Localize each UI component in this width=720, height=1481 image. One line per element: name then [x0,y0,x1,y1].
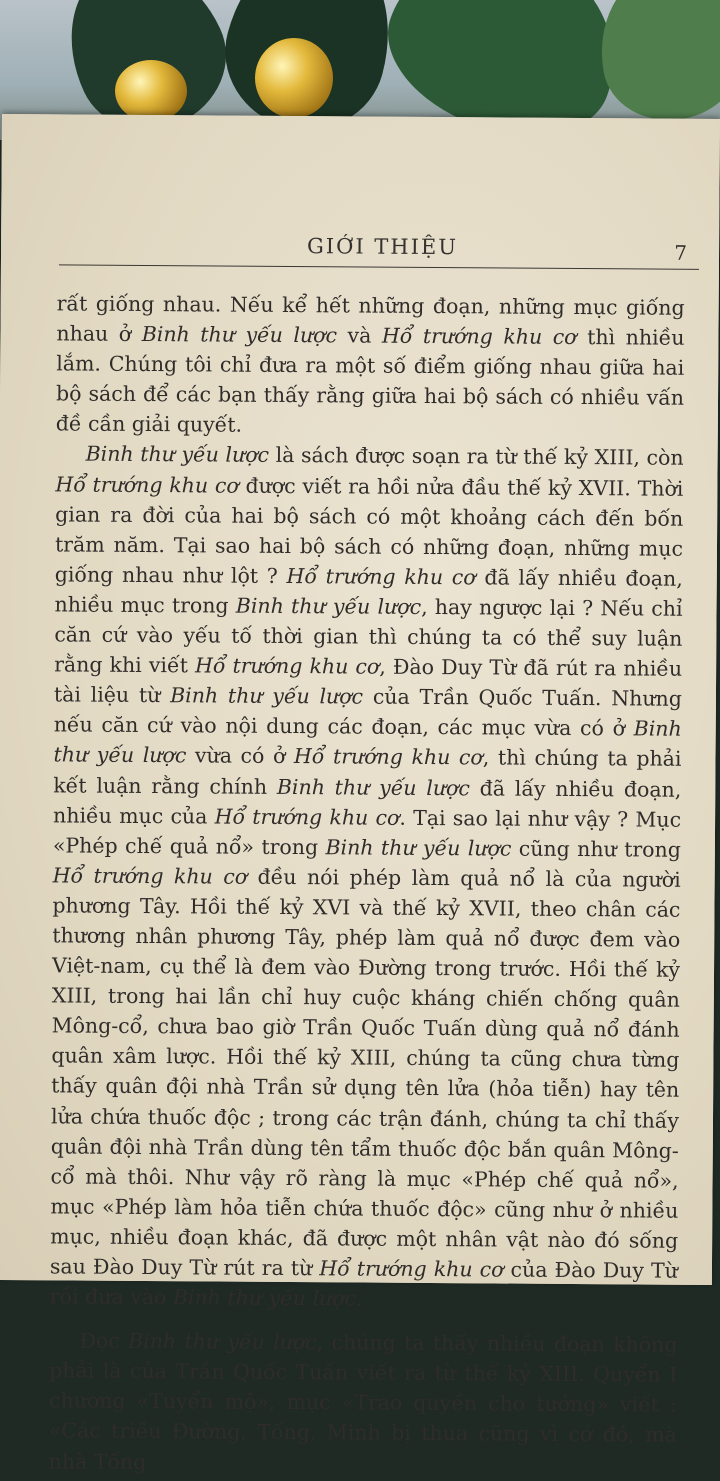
text-run: , thì chúng ta phải kết luận rằng chính [53,745,682,799]
text-run: , hay ngược lại ? Nếu chỉ căn cứ vào yếu tố thời gian thì chúng ta có thể suy luận rằng khi viết [54,594,683,678]
book-title-text: Hổ trướng khu cơ [319,1256,504,1282]
text-run: . [355,1286,363,1311]
book-title-text: Binh thư yếu lược [276,774,471,800]
paragraph [56,288,685,443]
book-title-text: Binh thư yếu lược [141,322,338,348]
paragraph [48,1326,677,1481]
running-head: GIỚI THIỆU [307,234,459,260]
book-title-text: Binh thư yếu lược [325,834,512,861]
text-run: rất giống nhau. Nếu kể hết những đoạn, những mục giống nhau ở [56,291,685,347]
book-title-text: Hổ trướng khu cơ [194,653,380,679]
text-run: Đọc [79,1328,129,1354]
book-title-text: Binh thư yếu lược [53,716,682,768]
page-header [59,224,699,269]
book-title-text: Binh thư yếu lược [172,1285,357,1311]
book-title-text: Hổ trướng khu cơ [286,563,476,590]
book-title-text: Binh thư yếu lược [170,683,364,709]
paragraph [50,439,684,1316]
page-number: 7 [674,240,688,265]
book-title-text: Hổ trướng khu cơ [293,744,483,770]
gold-ornament [115,60,187,122]
book-page [0,114,720,1474]
text-run: được viết ra hồi nửa đầu thế kỷ XVII. Thời gian ra đời của hai bộ sách có một khoảng cách đến bốn trăm năm. Tại sao hai bộ sách có những đoạn, những mục giống nhau như lột ? [54,473,684,588]
text-run: vừa có ở [186,743,295,769]
book-title-text: Hổ trướng khu cơ [214,804,400,830]
plant-leaf [588,0,720,131]
text-run: đã lấy nhiều đoạn, nhiều mục trong [54,565,683,618]
text-run: đã lấy nhiều đoạn, nhiều mục của [53,775,682,829]
text-run: đều nói phép làm quả nổ là của người phương Tây. Hồi thế kỷ XVI và thế kỷ XVII, theo chân các thương nhân phương Tây, phép làm quả nổ được đem vào Việt-nam, cụ thể là đem vào Đường trong trước. Hồi thế kỷ XIII, trong hai lần chỉ huy cuộc kháng chiến chống quân Mông-cổ, chưa bao giờ Trần Quốc Tuấn dùng quả nổ đánh quân xâm lược. Hồi thế kỷ XIII, chúng ta cũng chưa từng thấy quân đội nhà Trần sử dụng tên lửa (hỏa tiễn) hay tên lửa chứa thuốc độc ; trong các trận đánh, chúng ta chỉ thấy quân đội nhà Trần dùng tên tẩm thuốc độc bắn quân Mông-cổ mà thôi. Như vậy rõ ràng là mục «Phép chế quả nổ», mục «Phép làm hỏa tiễn chứa thuốc độc» cũng như ở nhiều mục, nhiều đoạn khác, đã được một nhân vật nào đó sống sau Đào Duy Từ rút ra từ [49,864,681,1281]
text-run: thì nhiều lắm. Chúng tôi chỉ đưa ra một số điểm giống nhau giữa hai bộ sách để các bạn thấy rằng giữa hai bộ sách có nhiều vấn đề cần giải quyết. [55,325,685,438]
text-run: cũng như trong [511,836,681,862]
book-title-text: Binh thư yếu lược [128,1329,317,1355]
book-title-text: Hổ trướng khu cơ [381,323,577,350]
book-title-text: Binh thư yếu lược [85,442,270,468]
text-run: của Trần Quốc Tuấn. Nhưng nếu căn cứ vào nội dung các đoạn, các mục vừa có ở [53,684,683,741]
book-title-text: Hổ trướng khu cơ [52,863,248,889]
text-run: . Tại sao lại như vậy ? Mục «Phép chế quả nổ» trong [52,805,682,859]
text-run: , chúng ta thấy nhiều đoạn không phải là của Trần Quốc Tuấn viết ra từ thế kỷ XIII. Quyển I chương «Tuyển mộ», mục «Trao quyền cho tướng» viết : «Các triều Đường, Tống, Minh bị thua cũng vì cớ đó, mà nhà Tống [48,1330,678,1474]
body-text [48,288,684,1480]
text-run: của Đào Duy Từ rồi đưa vào [49,1257,679,1310]
text-run: và [336,323,383,348]
book-title-text: Hổ trướng khu cơ [55,471,239,498]
book-title-text: Binh thư yếu lược [235,593,422,619]
text-run: , Đào Duy Từ đã rút ra nhiều tài liệu từ [53,654,683,708]
text-run: là sách được soạn ra từ thế kỷ XIII, còn [268,443,684,471]
gold-ornament [255,38,333,118]
